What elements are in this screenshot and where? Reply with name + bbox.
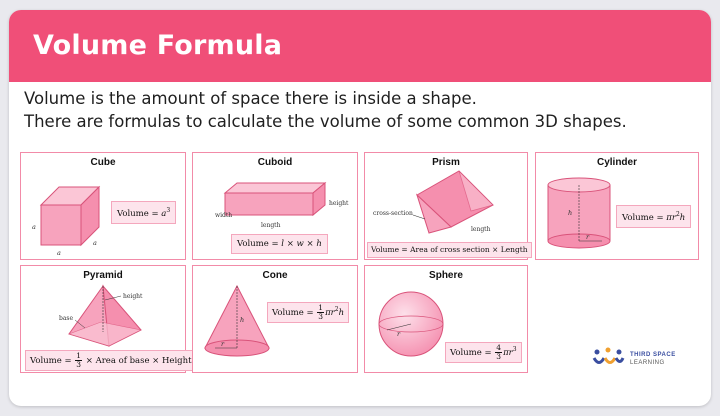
prism-diagram bbox=[367, 167, 527, 241]
sphere-formula: Volume = $\frac{4}{3}$ $\pi r^3$ bbox=[445, 342, 522, 363]
cube-formula: Volume = $a^3$ bbox=[111, 201, 176, 224]
panel-title-cone: Cone bbox=[262, 270, 288, 281]
prism-cross-section-label: cross-section bbox=[373, 210, 413, 217]
cuboid-diagram bbox=[195, 169, 355, 239]
panel-cube bbox=[20, 152, 186, 260]
panel-title-sphere: Sphere bbox=[429, 270, 463, 281]
pyramid-height-label: height bbox=[123, 293, 143, 300]
panel-cuboid bbox=[192, 152, 358, 260]
cone-h-label: h bbox=[240, 316, 245, 324]
cone-r-label: r bbox=[221, 340, 225, 348]
cube-side-label-depth: a bbox=[93, 239, 97, 247]
sphere-r-label: r bbox=[397, 330, 401, 338]
panel-title-cube: Cube bbox=[90, 157, 116, 168]
logo-text-line-2: LEARNING bbox=[630, 360, 665, 366]
panel-cylinder bbox=[535, 152, 699, 260]
cuboid-width-label: width bbox=[215, 212, 233, 219]
cube-side-label-bottom: a bbox=[57, 249, 61, 257]
cuboid-formula: Volume = l × w × h bbox=[231, 234, 328, 254]
header-bar bbox=[9, 10, 711, 82]
pyramid-formula: Volume = $\frac{1}{3}$ × Area of base × Height bbox=[25, 350, 197, 371]
cuboid-length-label: length bbox=[261, 222, 281, 229]
prism-length-label: length bbox=[471, 226, 491, 233]
logo-text-line-1: THIRD SPACE bbox=[630, 352, 676, 358]
sphere-diagram bbox=[373, 286, 453, 366]
intro-line-2: There are formulas to calculate the volume of some common 3D shapes. bbox=[24, 112, 627, 131]
panel-title-prism: Prism bbox=[432, 157, 460, 168]
cylinder-diagram bbox=[542, 171, 622, 257]
pyramid-diagram bbox=[29, 280, 179, 350]
panel-title-cylinder: Cylinder bbox=[596, 157, 637, 168]
cylinder-r-label: r bbox=[586, 233, 590, 241]
cuboid-height-label: height bbox=[329, 200, 349, 207]
cylinder-formula: Volume = $\pi r^2h$ bbox=[616, 205, 691, 228]
prism-formula: Volume = Area of cross section × Length bbox=[367, 242, 532, 258]
cylinder-h-label: h bbox=[568, 209, 573, 217]
cube-diagram bbox=[29, 169, 119, 259]
pyramid-base-label: base bbox=[59, 315, 74, 322]
panel-title-cuboid: Cuboid bbox=[257, 157, 293, 168]
panel-prism bbox=[364, 152, 528, 260]
third-space-learning-logo-icon bbox=[590, 345, 626, 371]
page-title: Volume Formula bbox=[33, 30, 283, 61]
cone-formula: Volume = $\frac{1}{3}$ $\pi r^2h$ bbox=[267, 302, 349, 323]
cone-diagram bbox=[197, 282, 277, 368]
panel-cone bbox=[192, 265, 358, 373]
intro-line-1: Volume is the amount of space there is inside a shape. bbox=[24, 89, 477, 108]
panel-sphere bbox=[364, 265, 528, 373]
panel-pyramid bbox=[20, 265, 192, 373]
panel-title-pyramid: Pyramid bbox=[83, 270, 123, 281]
cube-side-label-left: a bbox=[32, 223, 36, 231]
